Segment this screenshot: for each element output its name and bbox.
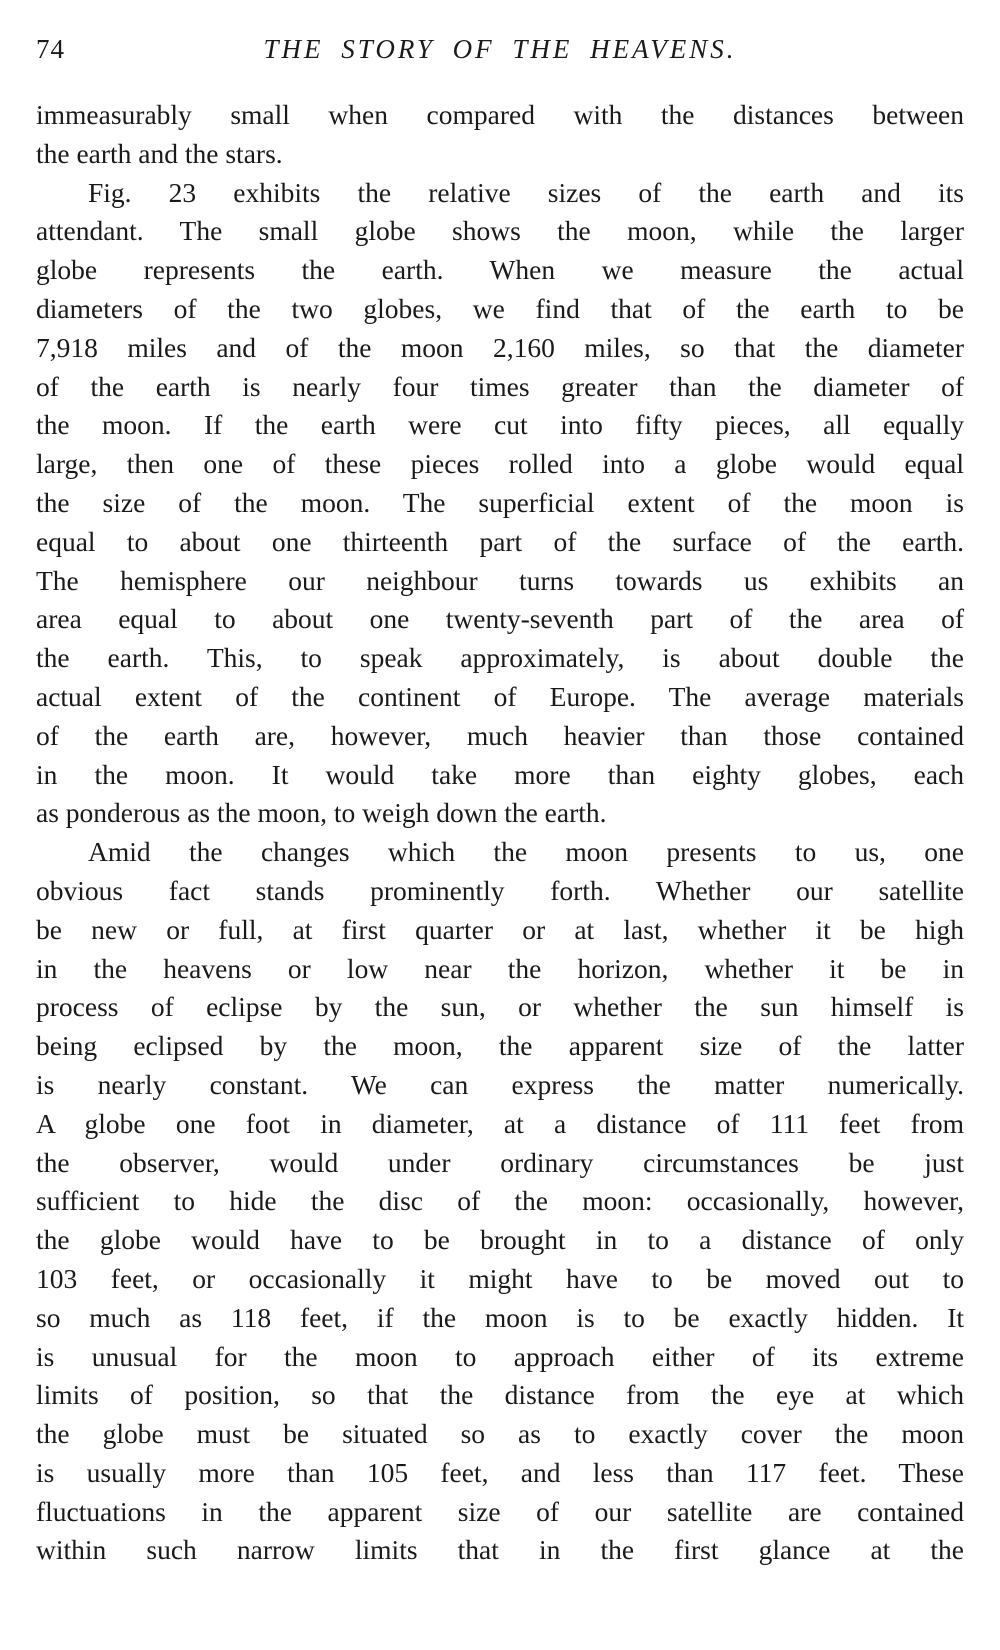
text-line: the moon. If the earth were cut into fifty pieces, all equally xyxy=(36,409,964,441)
text-line: sufficient to hide the disc of the moon: occasionally, however, xyxy=(36,1185,964,1217)
text-line: immeasurably small when compared with the distances between xyxy=(36,99,964,130)
paragraph-2 xyxy=(36,174,964,834)
text-line: 7,918 miles and of the moon 2,160 miles, so that the diameter xyxy=(36,331,964,363)
paragraph-3 xyxy=(36,833,964,1570)
text-line: large, then one of these pieces rolled into a globe would equal xyxy=(36,448,964,480)
text-line: in the heavens or low near the horizon, whether it be in xyxy=(36,952,964,984)
text-line: is usually more than 105 feet, and less than 117 feet. These xyxy=(36,1456,964,1488)
text-line: in the moon. It would take more than eighty globes, each xyxy=(36,758,964,790)
text-line: 103 feet, or occasionally it might have to be moved out to xyxy=(36,1262,964,1294)
text-line: the globe would have to be brought in to a distance of only xyxy=(36,1224,964,1256)
text-line: is nearly constant. We can express the matter numerically. xyxy=(36,1068,964,1100)
text-line: globe represents the earth. When we measure the actual xyxy=(36,254,964,286)
text-line: actual extent of the continent of Europe. The average materials xyxy=(36,680,964,712)
text-line: within such narrow limits that in the first glance at the xyxy=(36,1534,964,1566)
text-line: of the earth are, however, much heavier than those contained xyxy=(36,719,964,751)
text-line: Amid the changes which the moon presents to us, one xyxy=(88,836,964,868)
running-head xyxy=(36,30,964,70)
text-line: Fig. 23 exhibits the relative sizes of the earth and its xyxy=(88,176,964,208)
page-number: 74 xyxy=(36,34,65,64)
text-line: attendant. The small globe shows the moon, while the larger xyxy=(36,215,964,247)
text-line: being eclipsed by the moon, the apparent size of the latter xyxy=(36,1030,964,1062)
text-line: the earth. This, to speak approximately, is about double the xyxy=(36,642,964,674)
text-line: is unusual for the moon to approach either of its extreme xyxy=(36,1340,964,1372)
text-line: A globe one foot in diameter, at a distance of 111 feet from xyxy=(36,1107,964,1139)
text-line: of the earth is nearly four times greater than the diameter of xyxy=(36,370,964,402)
running-title: THE STORY OF THE HEAVENS. xyxy=(263,34,737,64)
text-line: limits of position, so that the distance from the eye at which xyxy=(36,1379,964,1411)
text-line: as ponderous as the moon, to weigh down the earth. xyxy=(36,797,607,829)
text-line: fluctuations in the apparent size of our satellite are contained xyxy=(36,1495,964,1527)
body-text xyxy=(36,96,964,1570)
book-page xyxy=(36,30,964,1570)
text-line: the size of the moon. The superficial extent of the moon is xyxy=(36,486,964,518)
text-line: the earth and the stars. xyxy=(36,137,283,169)
text-line: so much as 118 feet, if the moon is to be exactly hidden. It xyxy=(36,1301,964,1333)
text-line: the observer, would under ordinary circumstances be just xyxy=(36,1146,964,1178)
text-line: diameters of the two globes, we find that of the earth to be xyxy=(36,292,964,324)
text-line: area equal to about one twenty-seventh part of the area of xyxy=(36,603,964,635)
text-line: be new or full, at first quarter or at last, whether it be high xyxy=(36,913,964,945)
text-line: obvious fact stands prominently forth. Whether our satellite xyxy=(36,874,964,906)
paragraph-1 xyxy=(36,96,964,174)
text-line: equal to about one thirteenth part of the surface of the earth. xyxy=(36,525,964,557)
text-line: process of eclipse by the sun, or whether the sun himself is xyxy=(36,991,964,1023)
text-line: the globe must be situated so as to exactly cover the moon xyxy=(36,1418,964,1450)
text-line: The hemisphere our neighbour turns towards us exhibits an xyxy=(36,564,964,596)
